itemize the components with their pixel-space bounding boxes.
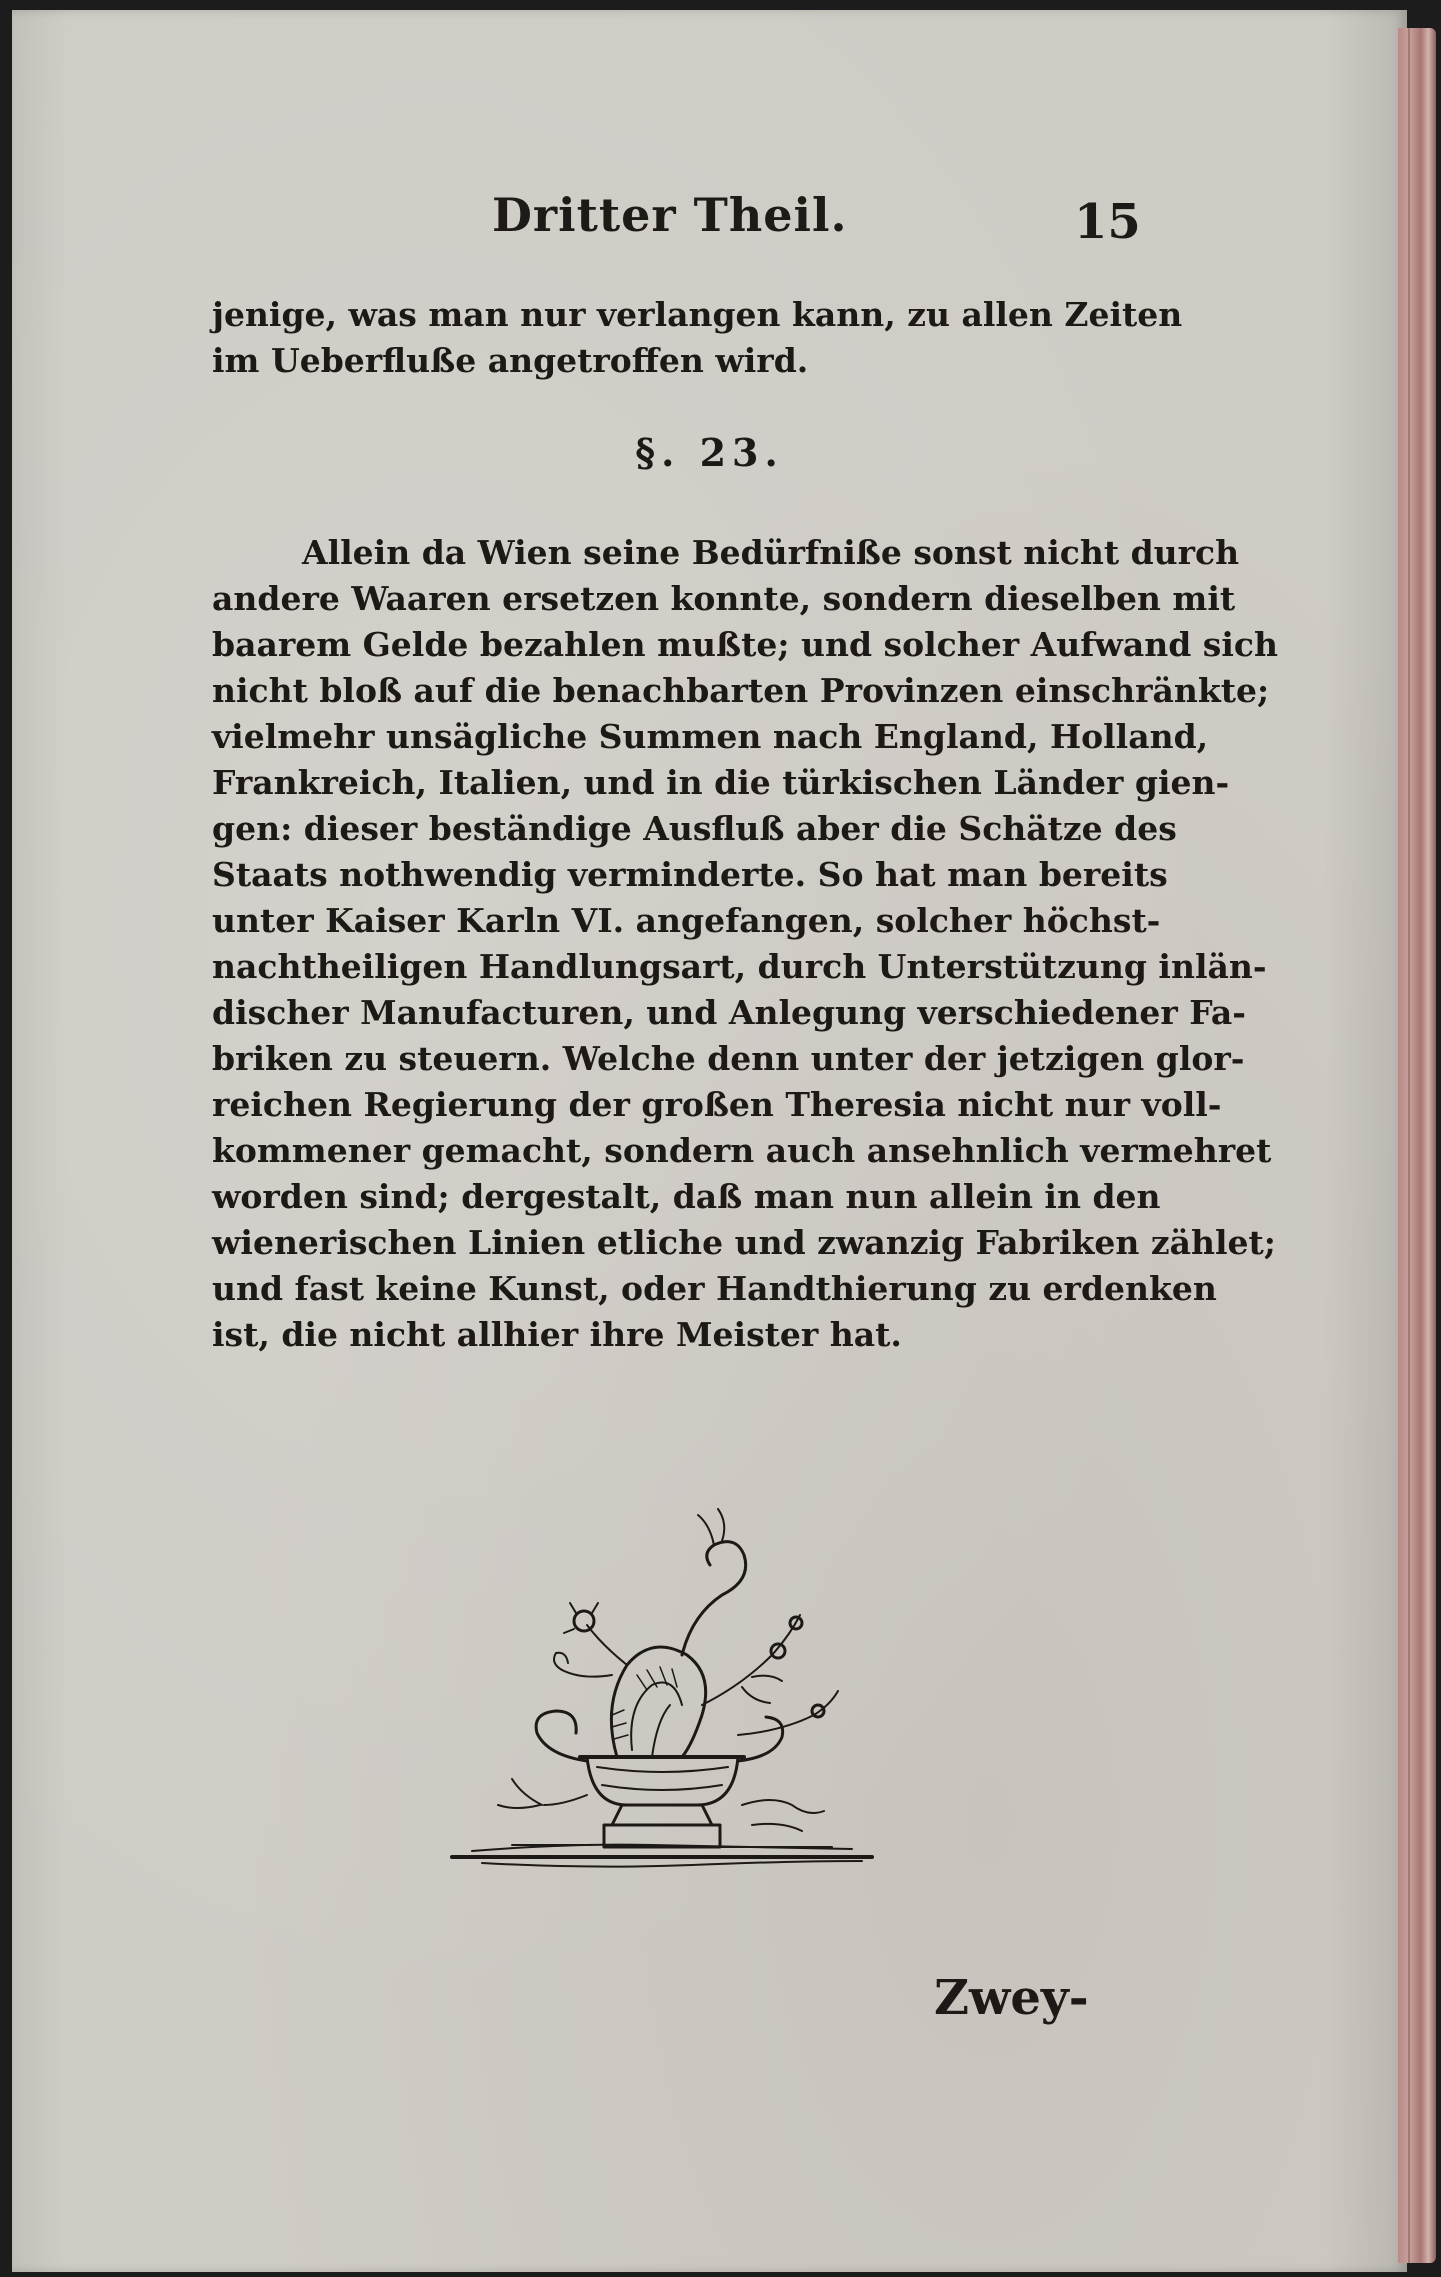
- text-line: im Ueberfluße angetroffen wird.: [212, 341, 809, 380]
- text-line: vielmehr unsägliche Summen nach England, Holland,: [212, 717, 1209, 756]
- page-edge: [1398, 28, 1436, 2263]
- text-line: und fast keine Kunst, oder Handthierung zu erdenken: [212, 1269, 1217, 1308]
- text-line: Staats nothwendig verminderte. So hat man bereits: [212, 855, 1168, 894]
- page-number: 15: [1074, 194, 1141, 250]
- urn-with-flowers-vignette-icon: [452, 1505, 872, 1925]
- text-line: Allein da Wien seine Bedürfniße sonst nicht durch: [302, 533, 1240, 572]
- text-line: worden sind; dergestalt, daß man nun allein in den: [212, 1177, 1161, 1216]
- page-header: [12, 188, 1407, 268]
- text-line: jenige, was man nur verlangen kann, zu allen Zeiten: [212, 295, 1183, 334]
- paragraph: [212, 530, 1278, 1358]
- text-line: briken zu steuern. Welche denn unter der jetzigen glor-: [212, 1039, 1245, 1078]
- text-line: baarem Gelde bezahlen mußte; und solcher Aufwand sich: [212, 625, 1278, 664]
- text-line: unter Kaiser Karln VI. angefangen, solcher höchst-: [212, 901, 1161, 940]
- text-line: ist, die nicht allhier ihre Meister hat.: [212, 1315, 902, 1354]
- text-line: gen: dieser beständige Ausfluß aber die Schätze des: [212, 809, 1177, 848]
- text-line: kommener gemacht, sondern auch ansehnlich vermehret: [212, 1131, 1272, 1170]
- carryover-text: [212, 292, 1183, 384]
- text-line: discher Manufacturen, und Anlegung verschiedener Fa-: [212, 993, 1246, 1032]
- text-line: Frankreich, Italien, und in die türkischen Länder gien-: [212, 763, 1230, 802]
- book-page: [12, 10, 1407, 2272]
- text-line: andere Waaren ersetzen konnte, sondern dieselben mit: [212, 579, 1236, 618]
- catchword: Zwey-: [934, 1970, 1089, 2026]
- text-line: nicht bloß auf die benachbarten Provinzen einschränkte;: [212, 671, 1270, 710]
- text-line: nachtheiligen Handlungsart, durch Unterstützung inlän-: [212, 947, 1267, 986]
- text-line: wienerischen Linien etliche und zwanzig Fabriken zählet;: [212, 1223, 1276, 1262]
- running-head: Dritter Theil.: [492, 188, 848, 242]
- section-mark: §. 23.: [635, 430, 784, 475]
- text-line: reichen Regierung der großen Theresia nicht nur voll-: [212, 1085, 1222, 1124]
